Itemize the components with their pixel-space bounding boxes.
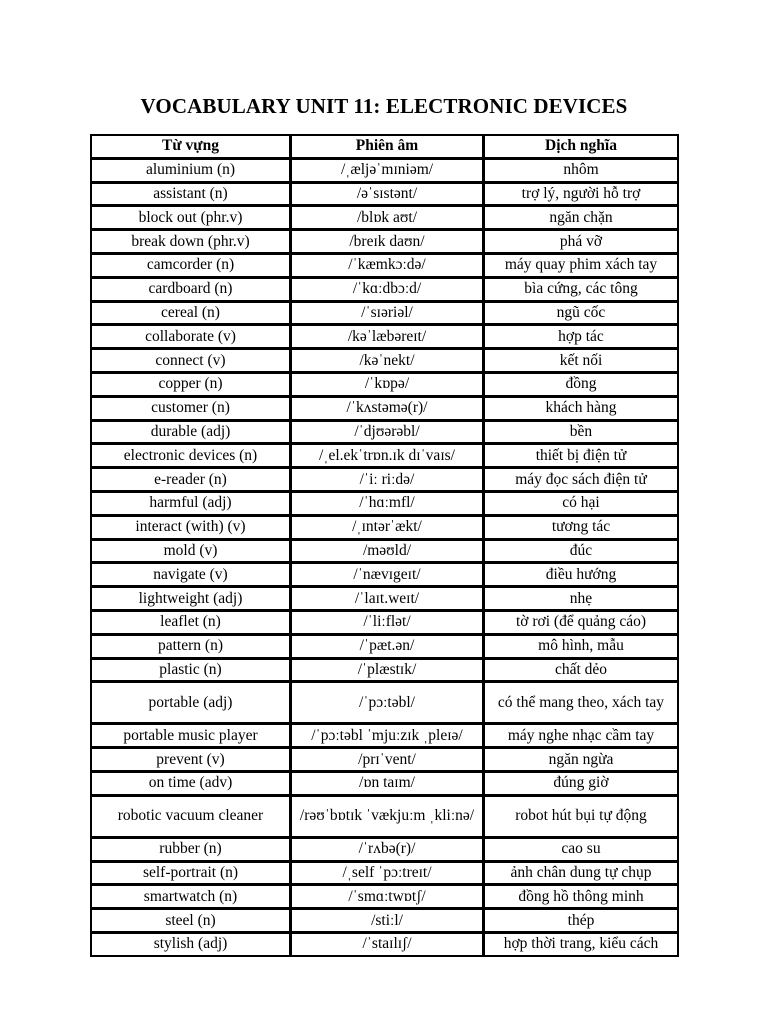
vocab-word-cell: plastic (n) bbox=[91, 658, 291, 682]
pronunciation-cell: /ˌæljəˈmɪniəm/ bbox=[291, 158, 484, 182]
pronunciation-cell: /ˈhɑːmfl/ bbox=[291, 491, 484, 515]
meaning-cell: cao su bbox=[484, 837, 679, 861]
pronunciation-cell: /ˈiː riːdə/ bbox=[291, 468, 484, 492]
meaning-cell: thép bbox=[484, 909, 679, 933]
pronunciation-cell: /ˌself ˈpɔːtreɪt/ bbox=[291, 861, 484, 885]
pronunciation-cell: /əˈsɪstənt/ bbox=[291, 182, 484, 206]
vocab-word-cell: cardboard (n) bbox=[91, 277, 291, 301]
meaning-cell: mô hình, mẫu bbox=[484, 634, 679, 658]
meaning-cell: robot hút bụi tự động bbox=[484, 795, 679, 837]
pronunciation-cell: /prɪˈvent/ bbox=[291, 748, 484, 772]
table-row bbox=[91, 610, 679, 634]
meaning-cell: ngăn ngừa bbox=[484, 748, 679, 772]
table-row bbox=[91, 230, 679, 254]
page-title: VOCABULARY UNIT 11: ELECTRONIC DEVICES bbox=[140, 94, 628, 118]
meaning-cell: tờ rơi (để quảng cáo) bbox=[484, 610, 679, 634]
table-body bbox=[91, 158, 679, 956]
meaning-cell: ngăn chặn bbox=[484, 206, 679, 230]
table-row bbox=[91, 325, 679, 349]
table-row bbox=[91, 349, 679, 373]
vocab-word-cell: on time (adv) bbox=[91, 771, 291, 795]
vocab-word-cell: lightweight (adj) bbox=[91, 587, 291, 611]
table-row bbox=[91, 658, 679, 682]
meaning-cell: đúng giờ bbox=[484, 771, 679, 795]
vocab-word-cell: durable (adj) bbox=[91, 420, 291, 444]
table-row bbox=[91, 724, 679, 748]
table-row bbox=[91, 885, 679, 909]
meaning-cell: hợp thời trang, kiểu cách bbox=[484, 932, 679, 956]
table-row bbox=[91, 396, 679, 420]
pronunciation-cell: /ɒn taɪm/ bbox=[291, 771, 484, 795]
table-row bbox=[91, 182, 679, 206]
pronunciation-cell: /ˈsmɑːtwɒtʃ/ bbox=[291, 885, 484, 909]
meaning-cell: ngũ cốc bbox=[484, 301, 679, 325]
table-row bbox=[91, 253, 679, 277]
meaning-cell: có hại bbox=[484, 491, 679, 515]
pronunciation-cell: /kəˈnekt/ bbox=[291, 349, 484, 373]
header-word: Từ vựng bbox=[91, 135, 291, 159]
vocab-word-cell: pattern (n) bbox=[91, 634, 291, 658]
meaning-cell: thiết bị điện tử bbox=[484, 444, 679, 468]
vocab-word-cell: leaflet (n) bbox=[91, 610, 291, 634]
table-row bbox=[91, 837, 679, 861]
pronunciation-cell: /ˈkɒpə/ bbox=[291, 372, 484, 396]
vocab-word-cell: connect (v) bbox=[91, 349, 291, 373]
pronunciation-cell: /kəˈlæbəreɪt/ bbox=[291, 325, 484, 349]
meaning-cell: bìa cứng, các tông bbox=[484, 277, 679, 301]
table-row bbox=[91, 491, 679, 515]
table-header-row bbox=[91, 135, 679, 159]
vocab-word-cell: harmful (adj) bbox=[91, 491, 291, 515]
pronunciation-cell: /ˈkʌstəmə(r)/ bbox=[291, 396, 484, 420]
meaning-cell: hợp tác bbox=[484, 325, 679, 349]
meaning-cell: nhẹ bbox=[484, 587, 679, 611]
table-row bbox=[91, 748, 679, 772]
table-row bbox=[91, 372, 679, 396]
vocab-word-cell: steel (n) bbox=[91, 909, 291, 933]
table-row bbox=[91, 468, 679, 492]
table-row bbox=[91, 771, 679, 795]
table-row bbox=[91, 277, 679, 301]
pronunciation-cell: /blɒk aʊt/ bbox=[291, 206, 484, 230]
pronunciation-cell: /ˈrʌbə(r)/ bbox=[291, 837, 484, 861]
vocab-word-cell: collaborate (v) bbox=[91, 325, 291, 349]
meaning-cell: trợ lý, người hỗ trợ bbox=[484, 182, 679, 206]
meaning-cell: ảnh chân dung tự chụp bbox=[484, 861, 679, 885]
meaning-cell: bền bbox=[484, 420, 679, 444]
pronunciation-cell: /ˈpɔːtəbl ˈmjuːzɪk ˌpleɪə/ bbox=[291, 724, 484, 748]
table-row bbox=[91, 444, 679, 468]
meaning-cell: khách hàng bbox=[484, 396, 679, 420]
vocab-word-cell: stylish (adj) bbox=[91, 932, 291, 956]
table-row bbox=[91, 563, 679, 587]
table-row bbox=[91, 682, 679, 724]
pronunciation-cell: /məʊld/ bbox=[291, 539, 484, 563]
table-row bbox=[91, 420, 679, 444]
pronunciation-cell: /stiːl/ bbox=[291, 909, 484, 933]
vocab-word-cell: prevent (v) bbox=[91, 748, 291, 772]
pronunciation-cell: /ˌel.ekˈtrɒn.ɪk dɪˈvaɪs/ bbox=[291, 444, 484, 468]
table-row bbox=[91, 634, 679, 658]
meaning-cell: đúc bbox=[484, 539, 679, 563]
table-row bbox=[91, 301, 679, 325]
pronunciation-cell: /ˈlaɪt.weɪt/ bbox=[291, 587, 484, 611]
pronunciation-cell: /ˈliːflət/ bbox=[291, 610, 484, 634]
pronunciation-cell: /rəʊˈbɒtɪk ˈvækjuːm ˌkliːnə/ bbox=[291, 795, 484, 837]
meaning-cell: đồng bbox=[484, 372, 679, 396]
vocab-word-cell: e-reader (n) bbox=[91, 468, 291, 492]
meaning-cell: nhôm bbox=[484, 158, 679, 182]
vocab-word-cell: customer (n) bbox=[91, 396, 291, 420]
table-row bbox=[91, 795, 679, 837]
header-pronunciation: Phiên âm bbox=[291, 135, 484, 159]
meaning-cell: máy đọc sách điện tử bbox=[484, 468, 679, 492]
meaning-cell: chất dẻo bbox=[484, 658, 679, 682]
meaning-cell: tương tác bbox=[484, 515, 679, 539]
table-row bbox=[91, 515, 679, 539]
table-row bbox=[91, 909, 679, 933]
pronunciation-cell: /ˈdjʊərəbl/ bbox=[291, 420, 484, 444]
vocab-word-cell: portable music player bbox=[91, 724, 291, 748]
table-row bbox=[91, 158, 679, 182]
meaning-cell: kết nối bbox=[484, 349, 679, 373]
meaning-cell: có thể mang theo, xách tay bbox=[484, 682, 679, 724]
vocab-word-cell: interact (with) (v) bbox=[91, 515, 291, 539]
pronunciation-cell: /ˈkɑːdbɔːd/ bbox=[291, 277, 484, 301]
vocab-word-cell: navigate (v) bbox=[91, 563, 291, 587]
meaning-cell: máy quay phim xách tay bbox=[484, 253, 679, 277]
meaning-cell: điều hướng bbox=[484, 563, 679, 587]
vocab-word-cell: camcorder (n) bbox=[91, 253, 291, 277]
vocab-word-cell: electronic devices (n) bbox=[91, 444, 291, 468]
meaning-cell: phá vỡ bbox=[484, 230, 679, 254]
vocab-word-cell: mold (v) bbox=[91, 539, 291, 563]
vocab-word-cell: cereal (n) bbox=[91, 301, 291, 325]
pronunciation-cell: /ˈstaɪlɪʃ/ bbox=[291, 932, 484, 956]
vocab-word-cell: block out (phr.v) bbox=[91, 206, 291, 230]
vocab-word-cell: copper (n) bbox=[91, 372, 291, 396]
table-row bbox=[91, 932, 679, 956]
vocab-word-cell: smartwatch (n) bbox=[91, 885, 291, 909]
meaning-cell: đồng hồ thông minh bbox=[484, 885, 679, 909]
pronunciation-cell: /ˌɪntərˈækt/ bbox=[291, 515, 484, 539]
table-row bbox=[91, 206, 679, 230]
pronunciation-cell: /ˈnævɪgeɪt/ bbox=[291, 563, 484, 587]
vocab-word-cell: robotic vacuum cleaner bbox=[91, 795, 291, 837]
pronunciation-cell: /ˈplæstɪk/ bbox=[291, 658, 484, 682]
header-meaning: Dịch nghĩa bbox=[484, 135, 679, 159]
table-row bbox=[91, 539, 679, 563]
pronunciation-cell: /ˈpæt.ən/ bbox=[291, 634, 484, 658]
pronunciation-cell: /ˈsɪəriəl/ bbox=[291, 301, 484, 325]
vocab-word-cell: portable (adj) bbox=[91, 682, 291, 724]
vocabulary-table bbox=[90, 134, 679, 957]
pronunciation-cell: /ˈpɔːtəbl/ bbox=[291, 682, 484, 724]
vocab-word-cell: break down (phr.v) bbox=[91, 230, 291, 254]
vocab-word-cell: rubber (n) bbox=[91, 837, 291, 861]
meaning-cell: máy nghe nhạc cầm tay bbox=[484, 724, 679, 748]
vocab-word-cell: assistant (n) bbox=[91, 182, 291, 206]
vocab-word-cell: self-portrait (n) bbox=[91, 861, 291, 885]
table-row bbox=[91, 861, 679, 885]
pronunciation-cell: /breɪk daʊn/ bbox=[291, 230, 484, 254]
vocab-word-cell: aluminium (n) bbox=[91, 158, 291, 182]
pronunciation-cell: /ˈkæmkɔːdə/ bbox=[291, 253, 484, 277]
table-row bbox=[91, 587, 679, 611]
